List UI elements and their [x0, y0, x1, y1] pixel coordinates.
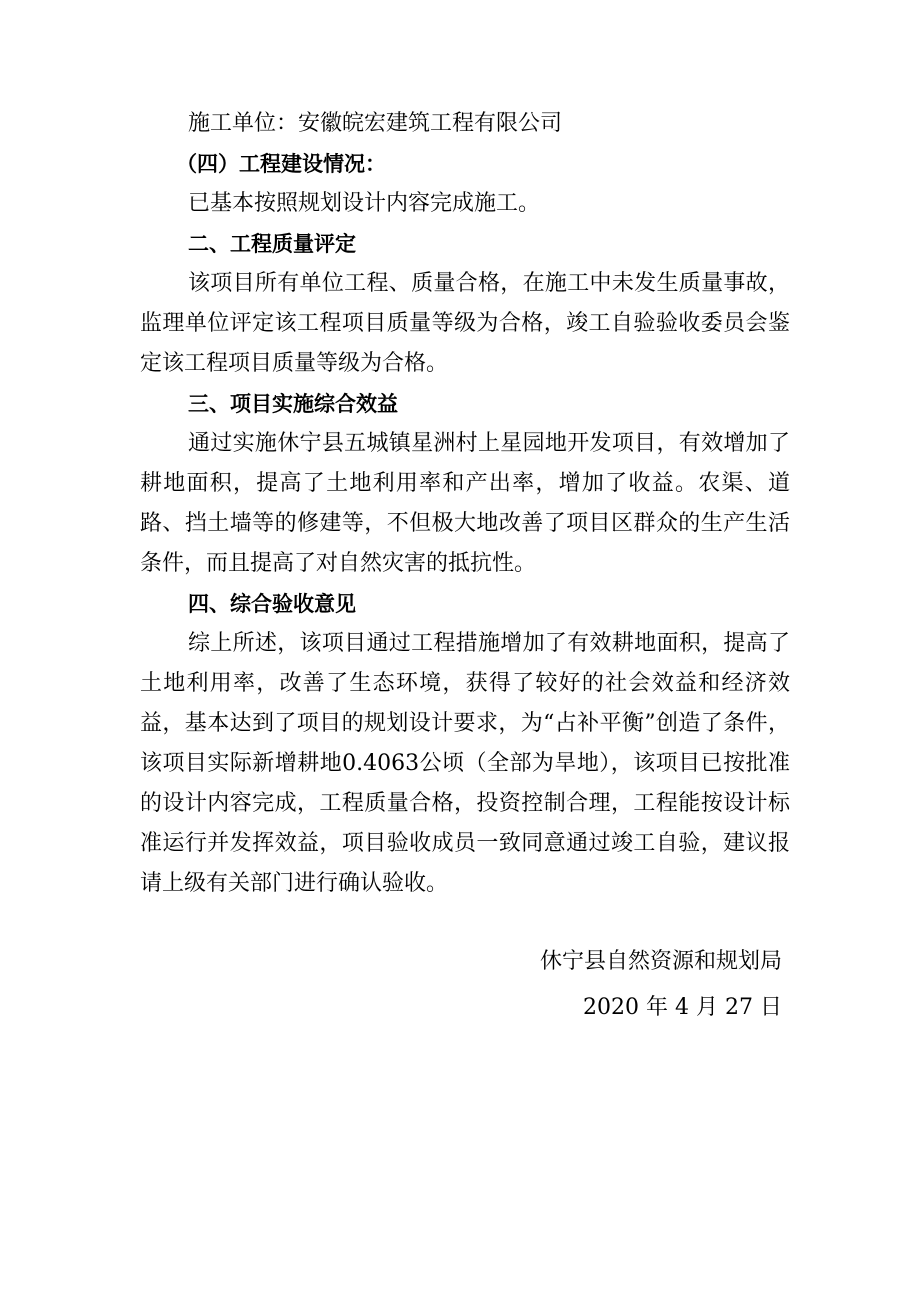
document-body: [140, 104, 790, 904]
benefit-paragraph: 通过实施休宁县五城镇星洲村上星园地开发项目，有效增加了耕地面积，提高了土地利用率和产出率，增加了收益。农渠、道路、挡土墙等的修建等，不但极大地改善了项目区群众的生产生活条件，而且提高了对自然灾害的抵抗性。: [140, 431, 790, 576]
quality-paragraph: 该项目所有单位工程、质量合格，在施工中未发生质量事故，监理单位评定该工程项目质量等级为合格，竣工自验验收委员会鉴定该工程项目质量等级为合格。: [140, 271, 790, 376]
section-heading-opinion: 四、综合验收意见: [188, 592, 356, 616]
opinion-paragraph: 综上所述，该项目通过工程措施增加了有效耕地面积，提高了土地利用率，改善了生态环境，获得了较好的社会效益和经济效益，基本达到了项目的规划设计要求，为“占补平衡”创造了条件，该项目实际新增耕地0.4063公顷（全部为旱地），该项目已按批准的设计内容完成，工程质量合格，投资控制合理，工程能按设计标准运行并发挥效益，项目验收成员一致同意通过竣工自验，建议报请上级有关部门进行确认验收。: [140, 631, 790, 896]
construction-unit-line: 施工单位：安徽皖宏建筑工程有限公司: [188, 111, 563, 136]
signature-organization: 休宁县自然资源和规划局: [539, 949, 782, 974]
section-heading-quality: 二、工程质量评定: [188, 232, 356, 256]
section-heading-benefit: 三、项目实施综合效益: [188, 392, 398, 416]
signature-date: 2020 年 4 月 27 日: [583, 995, 782, 1020]
construction-status-text: 已基本按照规划设计内容完成施工。: [188, 191, 541, 216]
section-heading-construction-status: （四）工程建设情况：: [176, 152, 386, 176]
